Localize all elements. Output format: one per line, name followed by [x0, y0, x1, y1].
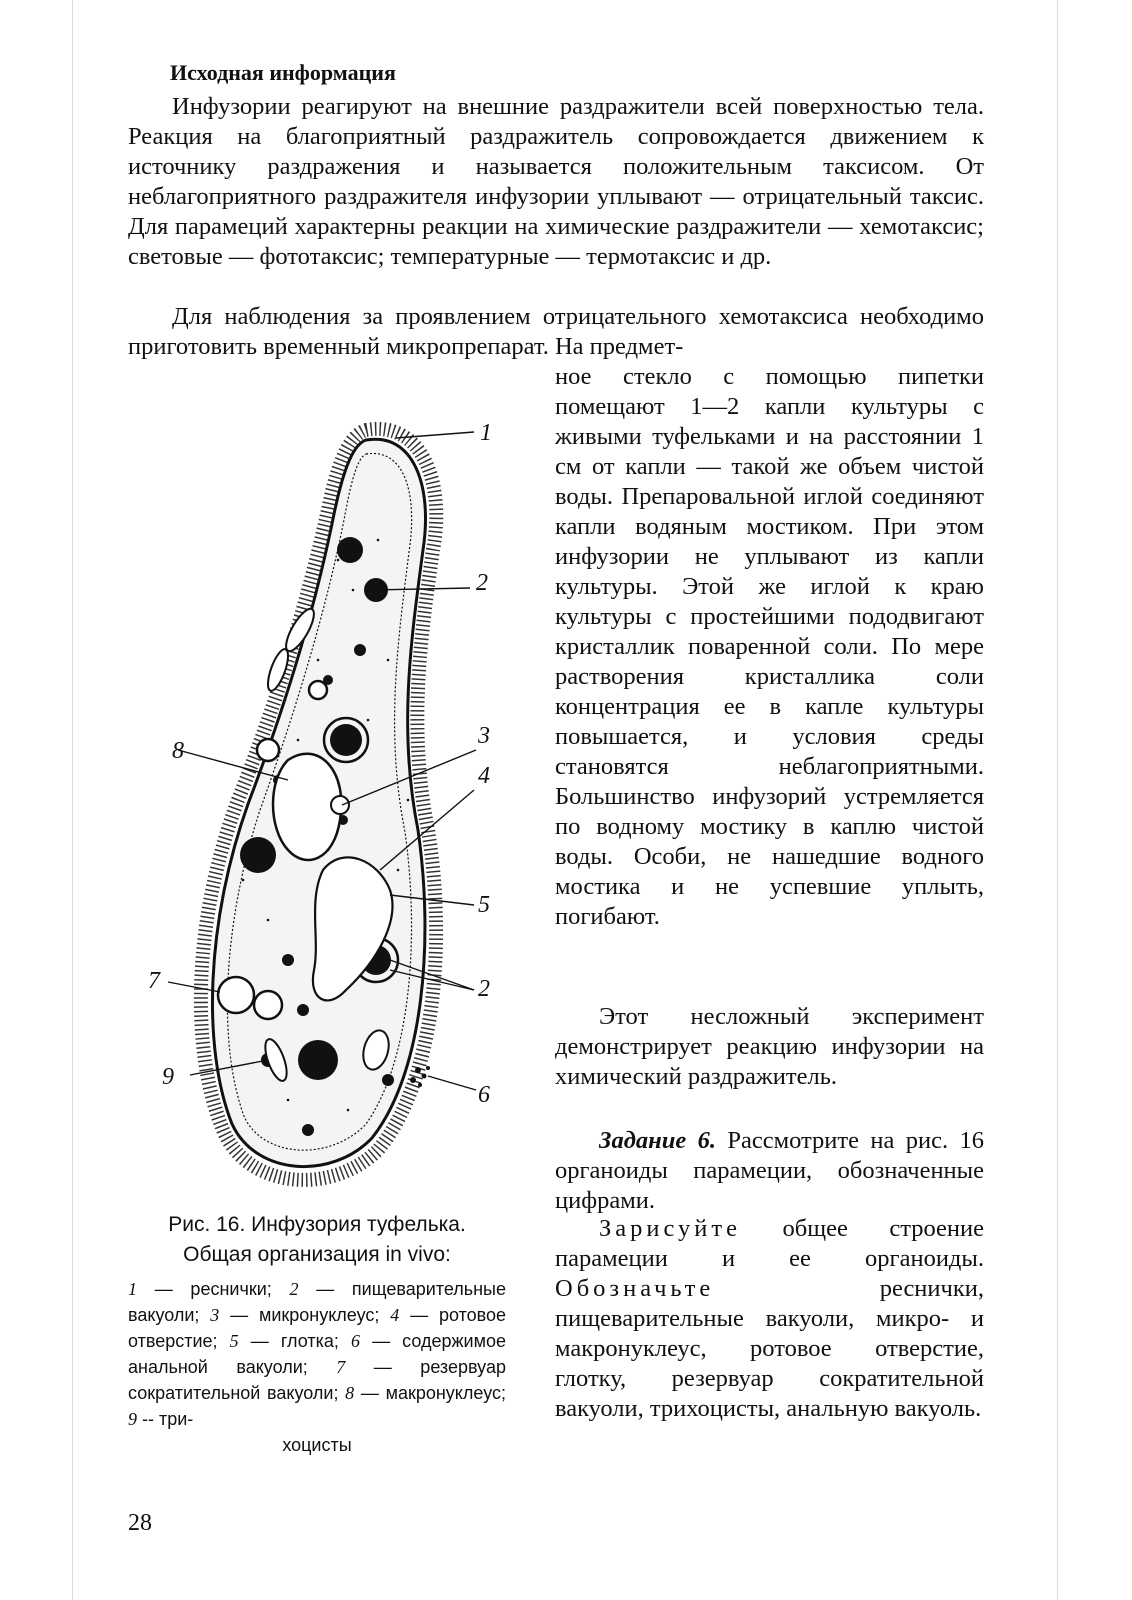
- page-number: 28: [128, 1510, 152, 1536]
- paramecium-figure: [128, 400, 528, 1190]
- micronucleus: [331, 796, 349, 814]
- section-heading: Исходная информация: [170, 60, 396, 85]
- figure-label-2b: 2: [478, 976, 490, 1002]
- figure-label-6: 6: [478, 1082, 490, 1108]
- legend-num: 2: [289, 1279, 299, 1299]
- paragraph-conclusion: Этот несложный эксперимент демонстрирует реакцию инфузории на химический раздражитель.: [555, 1003, 984, 1090]
- legend-text: — пищеварительные вакуоли;: [128, 1279, 506, 1325]
- caption-title-line-2: Общая организация in vivo:: [183, 1243, 451, 1266]
- legend-text: — глотка;: [238, 1331, 351, 1351]
- figure-caption-title: [128, 1210, 506, 1270]
- legend-text: -- три-: [137, 1409, 194, 1429]
- instruction-verb-label: Обозначьте: [555, 1275, 715, 1302]
- figure-label-4: 4: [478, 763, 490, 789]
- legend-text: — микронуклеус;: [219, 1305, 391, 1325]
- contractile-vacuole-reservoir: [218, 977, 254, 1013]
- instruction-verb-draw: Зарисуйте: [599, 1215, 742, 1242]
- legend-num: 9: [128, 1409, 137, 1429]
- task-paragraph: [555, 1126, 984, 1216]
- legend-num: 1: [128, 1279, 137, 1299]
- instruction-paragraph: [555, 1214, 984, 1424]
- legend-num: 6: [350, 1331, 360, 1351]
- figure-label-8: 8: [172, 738, 184, 764]
- contractile-vacuole-reservoir-2: [254, 991, 282, 1019]
- figure-label-1: 1: [480, 420, 492, 446]
- paragraph-method-side: ное стекло с помощью пипетки помещают 1—2 капли культуры с живыми туфельками и на расстоянии 1 см от капли — такой же объем чистой воды. Препаровальной иглой соединяют капли водяным мостиком. При этом инфузории не уплывают из капли культуры. Этой же иглой к краю культуры с простейшими пододвигают кристаллик поваренной соли. По мере растворения кристаллика соли концентрация ее в капле культуры повышается, и условия среды становятся неблагоприятными. Большинство инфузорий устремляется по водному мостику в каплю чистой воды. Особи, не нашедшие водного мостика и не успевшие уплыть, погибают.: [555, 363, 984, 930]
- legend-text: — содержимое анальной вакуоли;: [128, 1331, 506, 1377]
- legend-num: 7: [336, 1357, 346, 1377]
- legend-num: 3: [210, 1305, 220, 1325]
- figure-caption-legend: [128, 1276, 506, 1458]
- legend-text: — ротовое отверстие;: [128, 1305, 506, 1351]
- paramecium-drawing: [128, 400, 528, 1190]
- legend-num: 4: [390, 1305, 400, 1325]
- task-text: Рассмотрите на рис. 16 органоиды парамеции, обозначенные цифрами.: [555, 1127, 984, 1214]
- figure-label-5: 5: [478, 892, 490, 918]
- task-label: Задание 6.: [599, 1127, 716, 1154]
- legend-text: — резервуар сократительной вакуоли;: [128, 1357, 506, 1403]
- figure-label-9: 9: [162, 1064, 174, 1090]
- caption-title-line-1: Рис. 16. Инфузория туфелька.: [168, 1213, 466, 1236]
- legend-num: 5: [229, 1331, 239, 1351]
- legend-text: — реснички;: [137, 1279, 290, 1299]
- figure-label-7: 7: [148, 968, 160, 994]
- paragraph-intro: Инфузории реагируют на внешние раздражители всей поверхностью тела. Реакция на благоприятный раздражитель сопровождается движением к источнику раздражения и называется положительным таксисом. От неблагоприятного раздражителя инфузории уплывают — отрицательный таксис. Для парамеций характерны реакции на химические раздражители — хемотаксис; световые — фототаксис; температурные — термотаксис и др.: [128, 93, 984, 270]
- legend-last-line: хоцисты: [282, 1435, 352, 1455]
- paragraph-method-top: Для наблюдения за проявлением отрицательного хемотаксиса необходимо приготовить временный микропрепарат. На предмет-: [128, 303, 984, 360]
- legend-text: — макронуклеус;: [354, 1383, 506, 1403]
- figure-label-3: 3: [478, 723, 490, 749]
- legend-num: 8: [345, 1383, 355, 1403]
- instruction-text-2: реснички, пищеварительные вакуоли, микро- и макронуклеус, ротовое отверстие, глотку, резервуар сократительной вакуоли, трихоцисты, анальную вакуоль.: [555, 1275, 984, 1422]
- instruction-text-1: общее строение парамеции и ее органоиды.: [555, 1215, 984, 1272]
- figure-label-2a: 2: [476, 570, 488, 596]
